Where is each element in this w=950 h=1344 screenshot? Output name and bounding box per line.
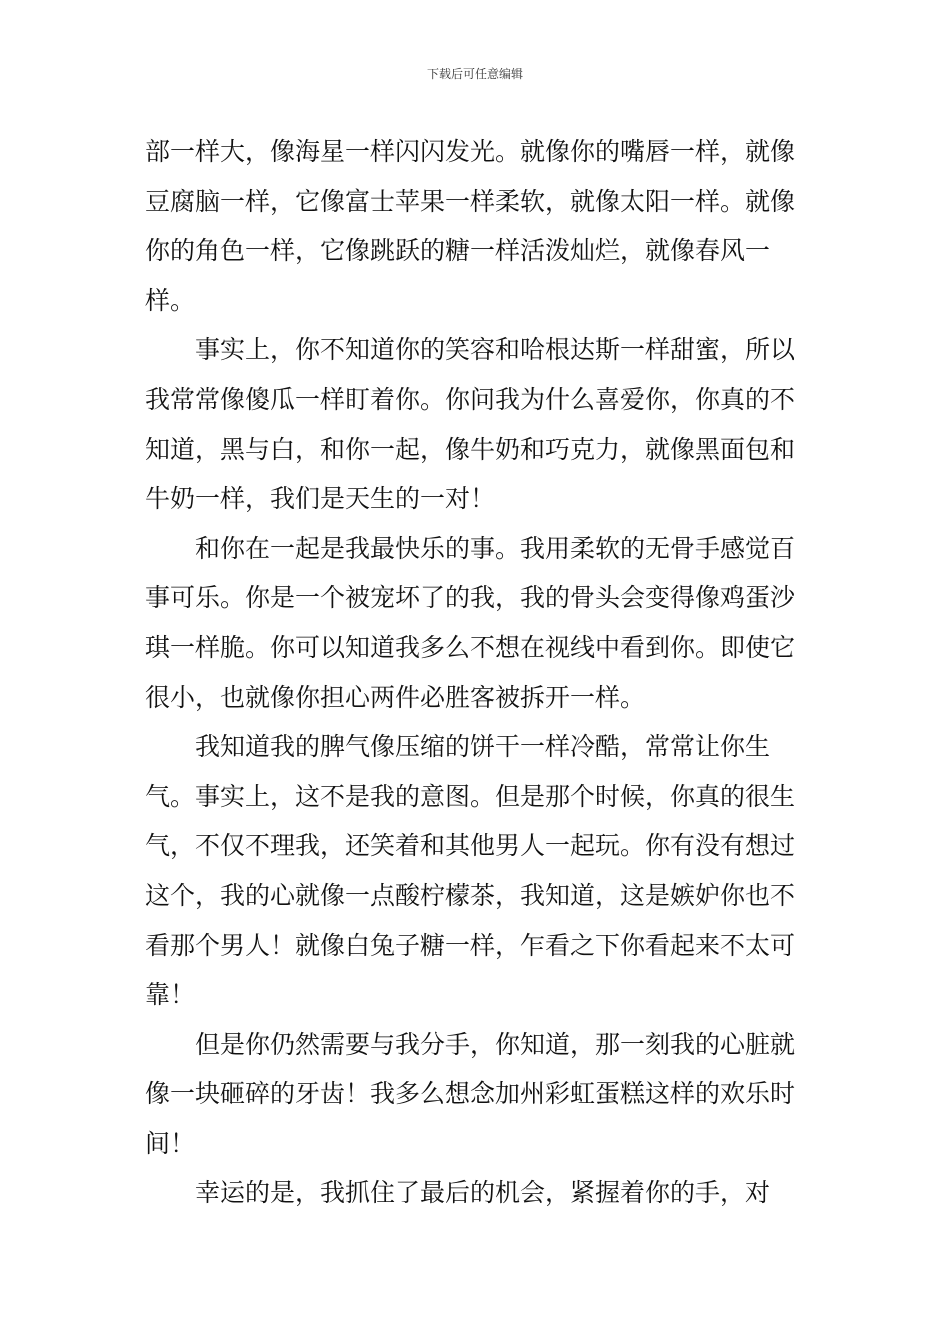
paragraph: 和你在一起是我最快乐的事。我用柔软的无骨手感觉百事可乐。你是一个被宠坏了的我，我的骨头会变得像鸡蛋沙琪一样脆。你可以知道我多么不想在视线中看到你。即使它很小，也就像你担心两件必胜客被拆开一样。 [145,533,796,712]
paragraph: 但是你仍然需要与我分手，你知道，那一刻我的心脏就像一块砸碎的牙齿！我多么想念加州彩虹蛋糕这样的欢乐时间！ [145,1029,796,1158]
paragraph: 我知道我的脾气像压缩的饼干一样冷酷，常常让你生气。事实上，这不是我的意图。但是那个时候，你真的很生气，不仅不理我，还笑着和其他男人一起玩。你有没有想过这个，我的心就像一点酸柠檬茶，我知道，这是嫉妒你也不看那个男人！就像白兔子糖一样，乍看之下你看起来不太可靠！ [145,732,796,1010]
page-header: 下载后可任意编辑 [426,67,523,81]
paragraph-continued: 部一样大，像海星一样闪闪发光。就像你的嘴唇一样，就像豆腐脑一样，它像富士苹果一样柔软，就像太阳一样。就像你的角色一样，它像跳跃的糖一样活泼灿烂，就像春风一样。 [145,137,796,315]
paragraph: 幸运的是，我抓住了最后的机会，紧握着你的手，对 [195,1178,771,1208]
document-body [145,127,810,1218]
paragraph: 事实上，你不知道你的笑容和哈根达斯一样甜蜜，所以我常常像傻瓜一样盯着你。你问我为什么喜爱你，你真的不知道，黑与白，和你一起，像牛奶和巧克力，就像黑面包和牛奶一样，我们是天生的一对！ [145,335,796,514]
